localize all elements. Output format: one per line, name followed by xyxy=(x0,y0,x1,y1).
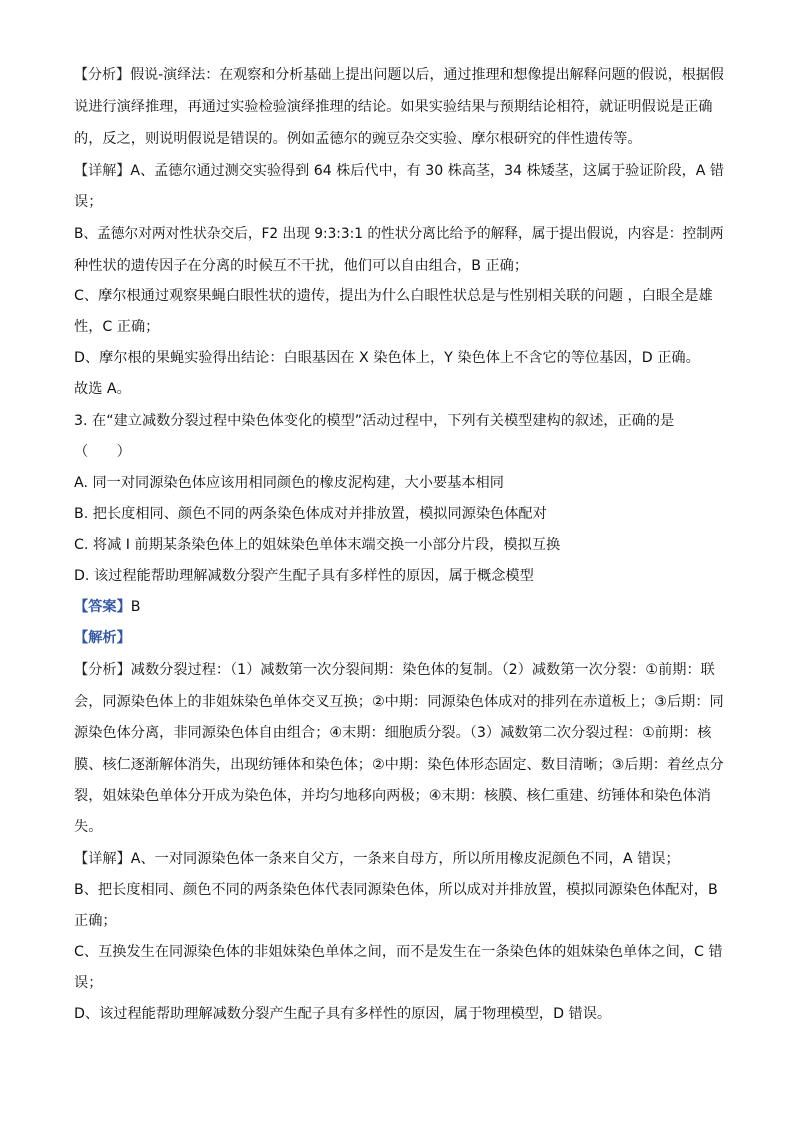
answer-line xyxy=(74,597,141,617)
detail-line: 种性状的遗传因子在分离的时候互不干扰，他们可以自由组合，B 正确； xyxy=(74,258,529,274)
detail-line: 误； xyxy=(74,975,103,991)
detail-line: 【详解】A、一对同源染色体一条来自父方，一条来自母方，所以所用橡皮泥颜色不同，A 错误； xyxy=(74,851,680,867)
detail-line: B、孟德尔对两对性状杂交后，F2 出现 9:3:3:1 的性状分离比给予的解释，属于提出假说，内容是：控制两 xyxy=(74,226,724,242)
conclusion-line: 故选 A。 xyxy=(74,381,131,397)
detail-line: D、该过程能帮助理解减数分裂产生配子具有多样性的原因，属于物理模型，D 错误。 xyxy=(74,1006,612,1022)
option-b: B. 把长度相同、颜色不同的两条染色体成对并排放置，模拟同源染色体配对 xyxy=(74,506,547,522)
explanation-title: 【解析】 xyxy=(74,630,131,646)
detail-line: C、摩尔根通过观察果蝇白眼性状的遗传，提出为什么白眼性状总是与性别相关联的问题 ，白眼全是雄 xyxy=(74,288,713,304)
detail-label: 【详解】 xyxy=(74,851,131,867)
analysis-line: 【分析】假说-演绎法：在观察和分析基础上提出问题以后，通过推理和想像提出解释问题的假说，根据假 xyxy=(74,67,724,83)
option-c: C. 将减 I 前期某条染色体上的姐妹染色单体末端交换一小部分片段，模拟互换 xyxy=(74,537,561,553)
analysis-label: 【分析】 xyxy=(74,662,131,678)
analysis-label: 【分析】 xyxy=(74,67,131,83)
analysis-line: 膜、核仁逐渐解体消失，出现纺锤体和染色体；②中期：染色体形态固定、数目清晰；③后期：着丝点分 xyxy=(74,757,724,773)
analysis-line: 源染色体分离，非同源染色体自由组合；④末期：细胞质分裂。（3）减数第二次分裂过程：①前期：核 xyxy=(74,725,712,741)
question-blank: （ ） xyxy=(74,444,131,460)
analysis-line: 裂，姐妹染色单体分开成为染色体，并均匀地移向两极；④末期：核膜、核仁重建、纺锤体和染色体消 xyxy=(74,788,711,804)
detail-line: 误； xyxy=(74,194,103,210)
detail-line: C、互换发生在同源染色体的非姐妹染色单体之间，而不是发生在一条染色体的姐妹染色单体之间，C 错 xyxy=(74,944,723,960)
analysis-line: 说进行演绎推理，再通过实验检验演绎推理的结论。如果实验结果与预期结论相符，就证明假说是正确 xyxy=(74,99,713,115)
detail-line: D、摩尔根的果蝇实验得出结论：白眼基因在 X 染色体上，Y 染色体上不含它的等位基因，D 正确。 xyxy=(74,350,700,366)
detail-line: 正确； xyxy=(74,913,117,929)
analysis-line: 【分析】减数分裂过程：（1）减数第一次分裂间期：染色体的复制。（2）减数第一次分裂：①前期：联 xyxy=(74,662,715,678)
analysis-line: 失。 xyxy=(74,819,103,835)
option-a: A. 同一对同源染色体应该用相同颜色的橡皮泥构建，大小要基本相同 xyxy=(74,475,504,491)
question-stem: 3. 在“建立减数分裂过程中染色体变化的模型”活动过程中，下列有关模型建构的叙述，正确的是 xyxy=(74,413,675,429)
analysis-line: 的，反之，则说明假说是错误的。例如孟德尔的豌豆杂交实验、摩尔根研究的伴性遗传等。 xyxy=(74,131,642,147)
detail-line: 性，C 正确； xyxy=(74,319,160,335)
analysis-line: 会，同源染色体上的非姐妹染色单体交叉互换；②中期：同源染色体成对的排列在赤道板上；③后期：同 xyxy=(74,694,724,710)
detail-line: 【详解】A、孟德尔通过测交实验得到 64 株后代中，有 30 株高茎，34 株矮茎，这属于验证阶段，A 错 xyxy=(74,163,724,179)
detail-label: 【详解】 xyxy=(74,163,131,179)
answer-value: B xyxy=(130,599,141,615)
option-d: D. 该过程能帮助理解减数分裂产生配子具有多样性的原因，属于概念模型 xyxy=(74,568,534,584)
detail-line: B、把长度相同、颜色不同的两条染色体代表同源染色体，所以成对并排放置，模拟同源染色体配对，B xyxy=(74,882,718,898)
answer-label: 【答案】 xyxy=(74,599,131,615)
